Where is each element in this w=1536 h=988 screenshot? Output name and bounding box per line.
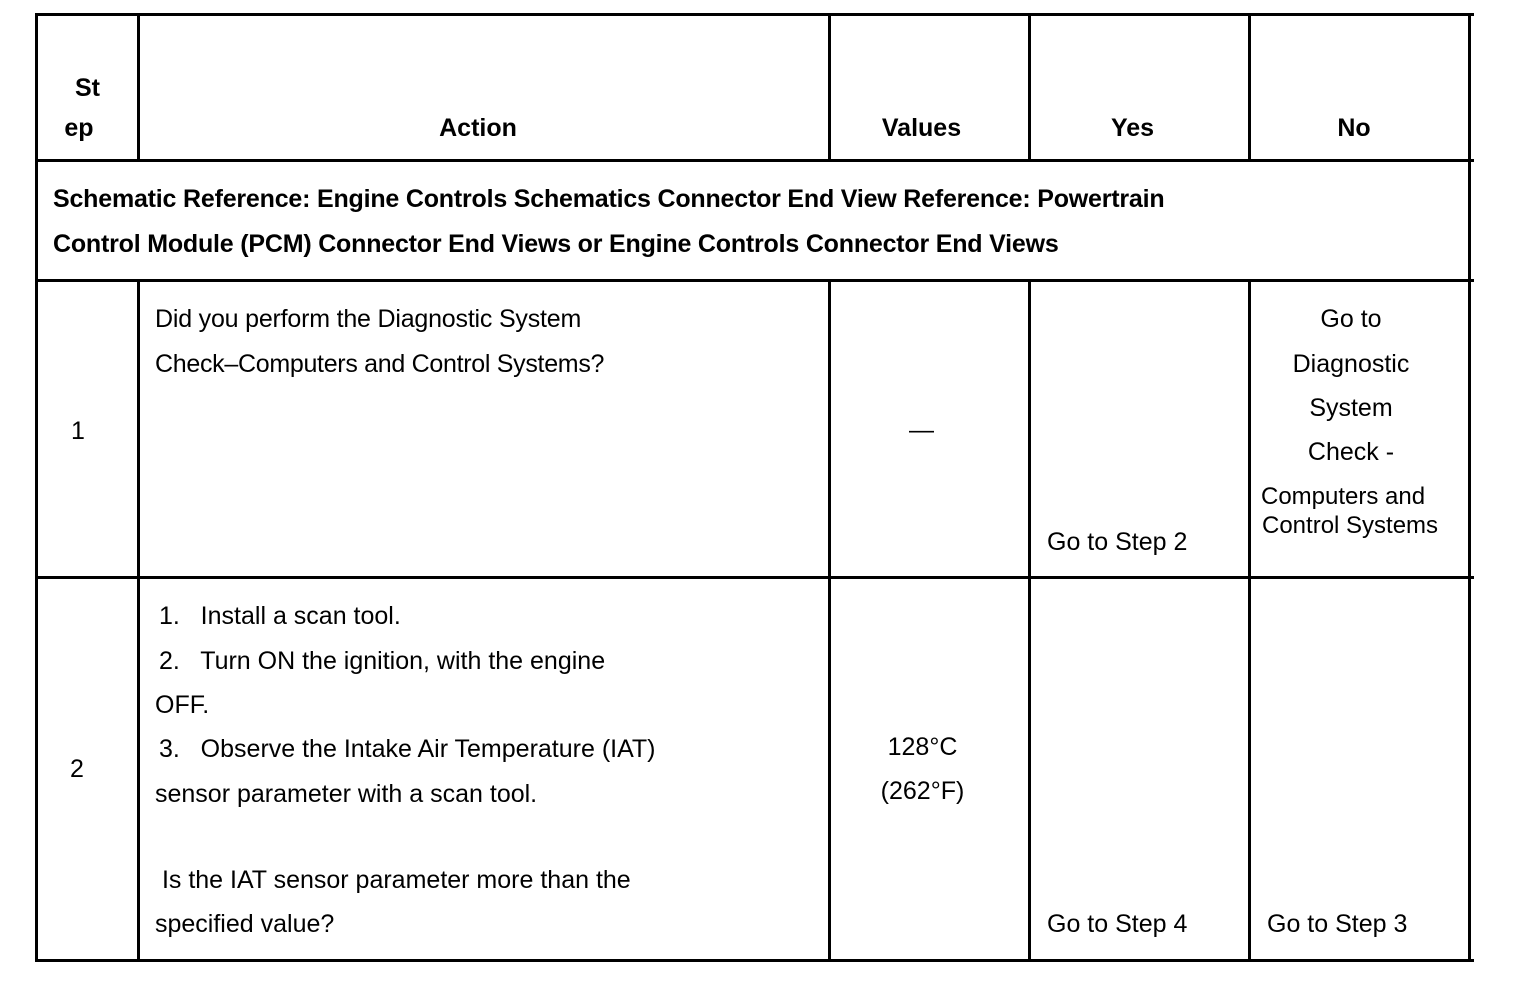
row1-step: 1	[71, 417, 85, 445]
row2-no: Go to Step 3	[1267, 910, 1408, 938]
header-step-line2: ep	[64, 114, 94, 142]
row1-no-line: Computers and	[1261, 483, 1426, 510]
column-divider	[137, 279, 140, 962]
row2-action-line: 2. Turn ON the ignition, with the engine	[159, 647, 606, 675]
row1-no-line: Go to	[1320, 305, 1382, 333]
header-yes: Yes	[1110, 114, 1155, 142]
row1-no-line: System	[1309, 394, 1393, 422]
row2-value-line: (262°F)	[880, 777, 965, 805]
row2-yes: Go to Step 4	[1047, 910, 1188, 938]
row2-question-line: specified value?	[155, 910, 335, 938]
row2-action-line: sensor parameter with a scan tool.	[155, 780, 538, 808]
row1-action-line: Check–Computers and Control Systems?	[155, 350, 605, 378]
reference-divider	[35, 279, 1474, 282]
header-step-line1: St	[75, 74, 100, 102]
column-divider	[1028, 279, 1031, 962]
row2-value-line: 128°C	[887, 733, 958, 761]
header-action: Action	[439, 114, 517, 142]
reference-line-2: Control Module (PCM) Connector End Views or Engine Controls Connector End Views	[53, 230, 1059, 258]
row1-no-line: Control Systems	[1262, 512, 1439, 539]
row1-no-line: Diagnostic	[1292, 350, 1410, 378]
table-border-top	[35, 13, 1474, 16]
table-border-right	[1468, 13, 1471, 962]
header-divider	[35, 159, 1474, 162]
row1-yes: Go to Step 2	[1047, 528, 1188, 556]
header-no: No	[1337, 114, 1371, 142]
table-border-bottom	[35, 959, 1474, 962]
table-border-left	[35, 13, 38, 962]
row2-question-line: Is the IAT sensor parameter more than the	[155, 866, 631, 894]
row2-action-line: 3. Observe the Intake Air Temperature (IAT)	[159, 735, 656, 763]
header-values: Values	[881, 114, 962, 142]
row2-action-line: OFF.	[155, 691, 210, 719]
row1-action-line: Did you perform the Diagnostic System	[155, 305, 582, 333]
reference-line-1: Schematic Reference: Engine Controls Schematics Connector End View Reference: Powertrain	[53, 185, 1165, 213]
row1-no-line: Check -	[1307, 438, 1395, 466]
row2-action-line: 1. Install a scan tool.	[159, 602, 401, 630]
row2-step: 2	[70, 755, 84, 783]
row-divider	[35, 576, 1474, 579]
column-divider	[828, 279, 831, 962]
row1-value: —	[909, 416, 934, 444]
